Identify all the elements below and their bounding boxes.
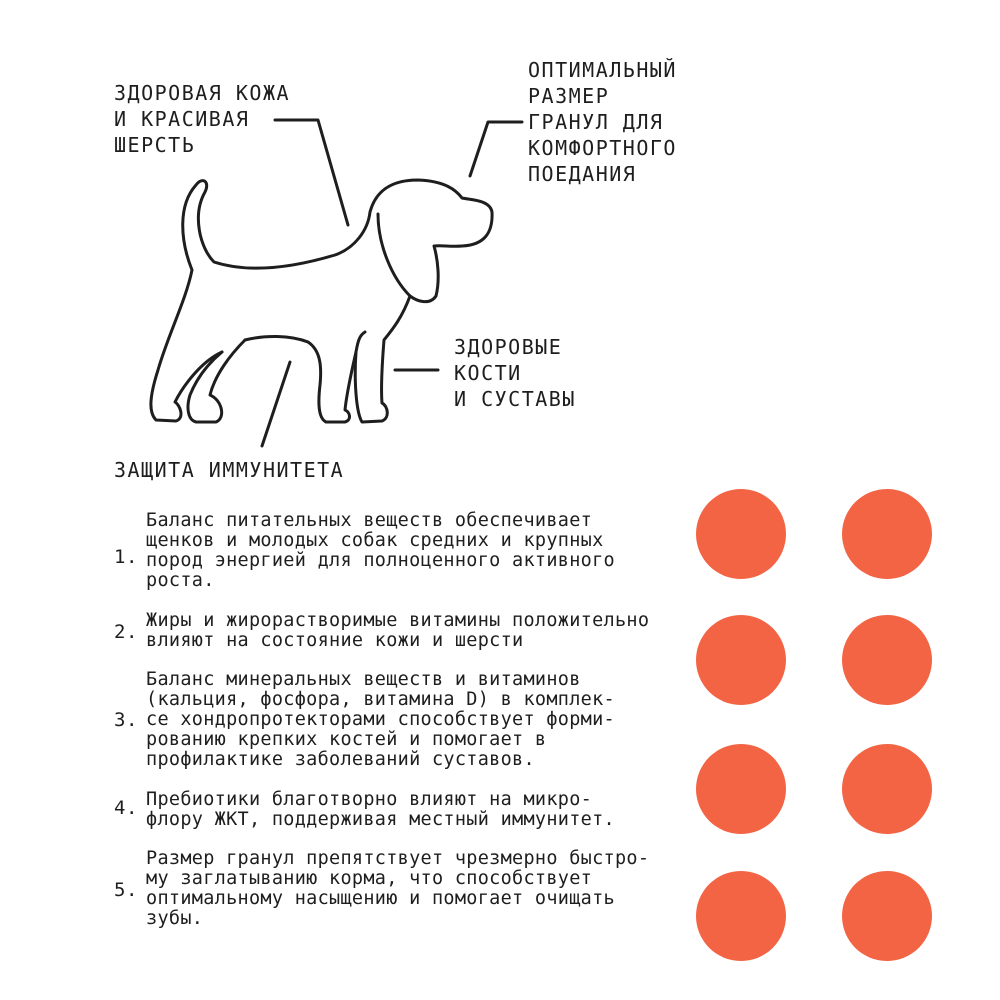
- list-item-text: Баланс питательных веществ обеспечивает щенков и молодых собак средних и крупных пород энергией для полноценного активного роста.: [146, 510, 615, 591]
- granule-dot: [842, 744, 932, 834]
- granule-dot: [696, 489, 786, 579]
- list-item-text: Размер гранул препятствует чрезмерно быстро- му заглатыванию корма, что способствует оптимальному насыщению и помогает очищать зубы.: [146, 848, 650, 929]
- dog-body-outline: [183, 180, 492, 422]
- label-bones: ЗДОРОВЫЕ КОСТИ И СУСТАВЫ: [454, 335, 576, 411]
- dog-hind-leg-outline: [188, 340, 245, 422]
- list-item-number: 3.: [114, 709, 138, 731]
- list-item-text: Пребиотики благотворно влияют на микро- флору ЖКТ, поддерживая местный иммунитет.: [146, 789, 615, 830]
- list-item-number: 2.: [114, 621, 138, 643]
- list-item-number: 1.: [114, 546, 138, 568]
- dog-belly-outline: [245, 336, 308, 342]
- label-granule-size: ОПТИМАЛЬНЫЙ РАЗМЕР ГРАНУЛ ДЛЯ КОМФОРТНОГО ПОЕДАНИЯ: [528, 58, 677, 186]
- granule-dot: [696, 615, 786, 705]
- list-item-number: 4.: [114, 797, 138, 819]
- list-item-text: Баланс минеральных веществ и витаминов (кальция, фосфора, витамина D) в комплек- се хондропротекторами способствует форми- рованию крепких костей и помогает в профилактике заболеваний суставов.: [146, 669, 615, 770]
- dog-front-leg-inner: [356, 332, 365, 352]
- label-immunity: ЗАЩИТА ИММУНИТЕТА: [114, 458, 345, 482]
- pointer-line-granule: [470, 122, 522, 176]
- granule-dot: [696, 871, 786, 961]
- granule-dot: [842, 871, 932, 961]
- dog-ear-outline: [378, 214, 410, 296]
- list-item-text: Жиры и жирорастворимые витамины положительно влияют на состояние кожи и шерсти: [146, 610, 650, 651]
- granule-dot: [842, 489, 932, 579]
- dog-hind-leg-back-outline: [151, 270, 222, 421]
- list-item-number: 5.: [114, 879, 138, 901]
- pointer-line-immunity: [262, 362, 290, 446]
- granule-dot: [696, 744, 786, 834]
- dog-front-leg-outline: [308, 342, 356, 422]
- label-skin: ЗДОРОВАЯ КОЖА И КРАСИВАЯ ШЕРСТЬ: [114, 81, 291, 157]
- granule-dot: [842, 615, 932, 705]
